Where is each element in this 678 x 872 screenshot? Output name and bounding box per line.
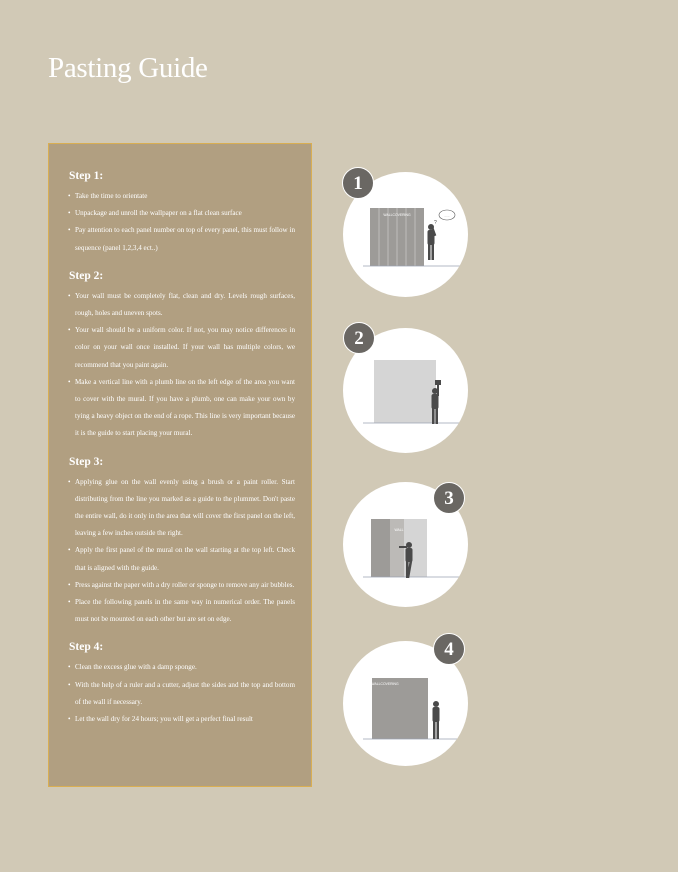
step-item: • Press against the paper with a dry roller or sponge to remove any air bubbles. (67, 577, 295, 594)
step-item: • Applying glue on the wall evenly using a brush or a paint roller. Start distributing from the line you marked as a guide to the plummet. Don't paste the entire wall, do it only in the area that will cover the first panel on the left, leaving a few inches outside the right. (67, 474, 295, 543)
step-1 (67, 170, 295, 257)
step-item: • Your wall must be completely flat, clean and dry. Levels rough surfaces, rough, holes and uneven spots. (67, 288, 295, 322)
step-item: • Apply the first panel of the mural on the wall starting at the top left. Check that is aligned with the guide. (67, 542, 295, 576)
wall-label: WALL (394, 528, 404, 532)
person-icon (433, 701, 440, 739)
step-item: • With the help of a ruler and a cutter, adjust the sides and the top and bottom of the wall if necessary. (67, 677, 295, 711)
step-item: • Place the following panels in the same way in numerical order. The panels must not be mounted on each other but are set on edge. (67, 594, 295, 628)
step-number-badge: 4 (433, 633, 465, 665)
step-item: • Let the wall dry for 24 hours; you will get a perfect final result (67, 711, 295, 728)
step-number-badge: 3 (433, 482, 465, 514)
bubble-text: ...... (444, 213, 450, 218)
finished-mural (372, 678, 428, 739)
step-heading: Step 3: (69, 455, 104, 468)
step-number-badge: 2 (343, 322, 375, 354)
step-4 (67, 641, 295, 728)
step-item: • Clean the excess glue with a damp sponge. (67, 659, 295, 676)
step-2 (67, 270, 295, 443)
step-number-badge: 1 (342, 167, 374, 199)
step-heading: Step 1: (69, 170, 104, 182)
step-heading: Step 2: (69, 269, 104, 282)
question-mark-icon: ? (434, 220, 437, 226)
instructions-panel (48, 143, 312, 787)
blank-wall (374, 360, 436, 423)
step-item: • Your wall should be a uniform color. If not, you may notice differences in color on your wall once installed. If your wall has multiple colors, we recommend that you paint again. (67, 322, 295, 374)
person-icon (428, 224, 437, 260)
step-item: • Unpackage and unroll the wallpaper on a flat clean surface (67, 205, 295, 222)
wall-label: WALLCOVERING (371, 682, 399, 686)
step-3 (67, 456, 295, 629)
page-title: Pasting Guide (48, 52, 208, 84)
step-heading: Step 4: (69, 641, 104, 654)
step-item: • Make a vertical line with a plumb line on the left edge of the area you want to cover with the mural. If you have a plumb, one can make your own by tying a heavy object on the end of a rope. This line is very important because it is the guide to start placing your mural. (67, 374, 295, 443)
step-item: • Pay attention to each panel number on top of every panel, this must follow in sequence (panel 1,2,3,4 ect..) (67, 222, 295, 256)
first-panel (371, 519, 390, 577)
step-item: • Take the time to orientate (67, 188, 295, 205)
wall-label: WALLCOVERING (383, 213, 411, 217)
